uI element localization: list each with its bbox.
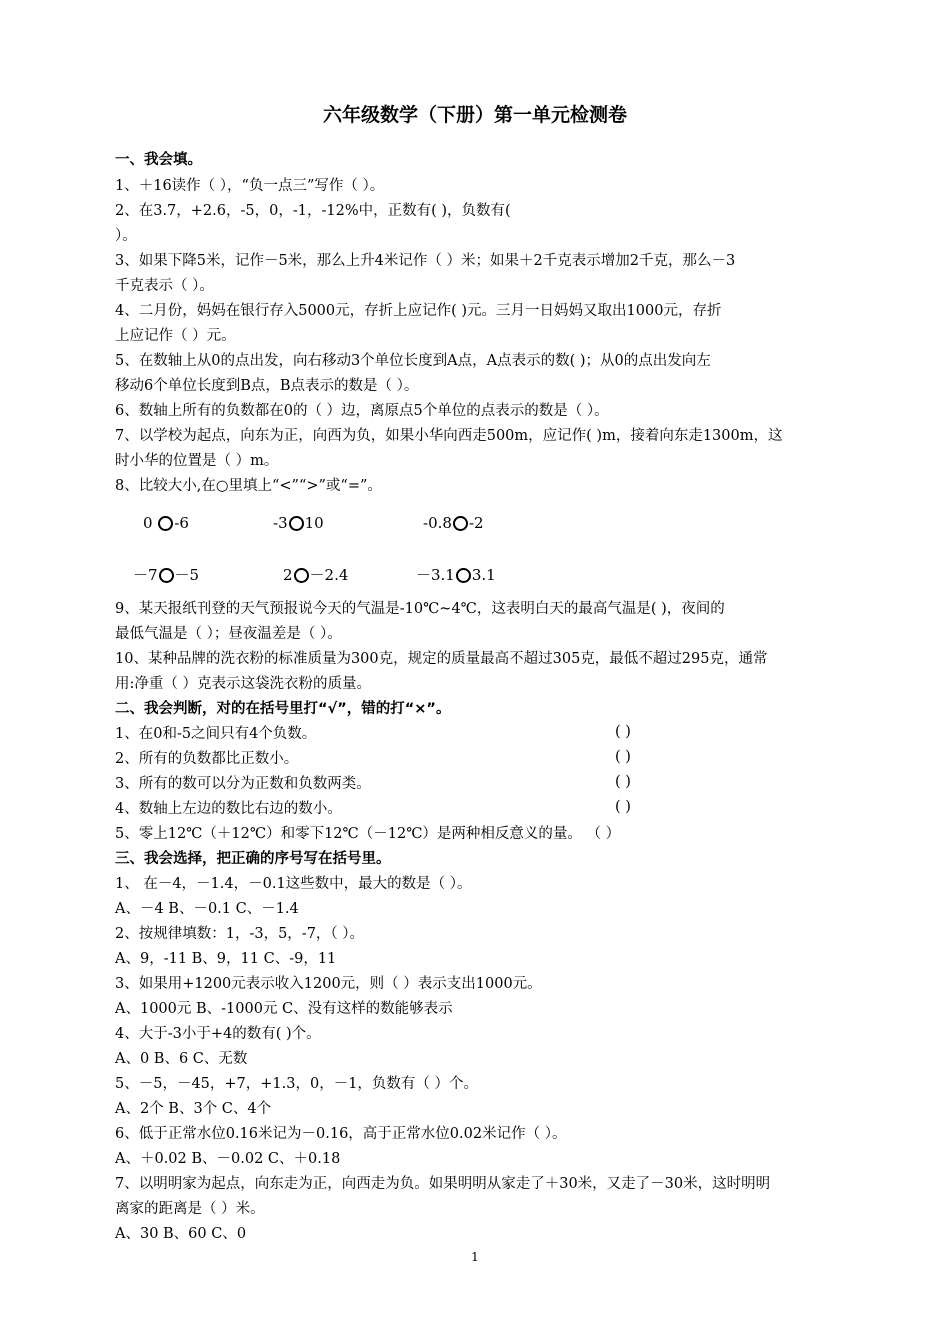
answer-paren[interactable]: ( ) (615, 749, 631, 765)
question-line: 5、在数轴上从0的点出发，向右移动3个单位长度到A点，A点表示的数( )；从0的点出发向左 (115, 353, 711, 369)
answer-paren[interactable]: ( ) (615, 724, 631, 740)
compare-item: －7 －5 (133, 566, 200, 584)
question-line: 8、比较大小,在○里填上“<”“>”或“=”。 (115, 478, 382, 494)
choice-options: A、－4 B、－0.1 C、－1.4 (115, 901, 299, 917)
question-line: 10、某种品牌的洗衣粉的标准质量为300克，规定的质量最高不超过305克，最低不超过295克，通常 (115, 651, 768, 667)
choice-question: 7、以明明家为起点，向东走为正，向西走为负。如果明明从家走了＋30米，又走了－30米，这时明明 (115, 1176, 771, 1192)
question-line: 3、如果下降5米，记作－5米，那么上升4米记作（ ）米；如果＋2千克表示增加2千克，那么－3 (115, 253, 736, 269)
choice-question: 6、低于正常水位0.16米记为－0.16，高于正常水位0.02米记作（ ）。 (115, 1126, 567, 1142)
choice-question: 1、 在－4，－1.4，－0.1这些数中，最大的数是（ ）。 (115, 876, 472, 892)
choice-options: A、＋0.02 B、－0.02 C、＋0.18 (115, 1151, 341, 1167)
compare-item: 0 -6 (143, 514, 189, 532)
question-line: 1、＋16读作（ ），“负一点三”写作（ ）。 (115, 178, 385, 194)
section-heading-fill: 一、我会填。 (115, 152, 202, 168)
choice-options: A、30 B、60 C、0 (115, 1226, 247, 1242)
choice-options: A、2个 B、3个 C、4个 (115, 1101, 272, 1117)
judge-item: 3、所有的数可以分为正数和负数两类。 (115, 776, 371, 792)
question-line: 9、某天报纸刊登的天气预报说今天的气温是-10℃~4℃，这表明白天的最高气温是( )，夜间的 (115, 601, 725, 617)
choice-question: 离家的距离是（ ）米。 (115, 1201, 265, 1217)
section-heading-choice: 三、我会选择，把正确的序号写在括号里。 (115, 851, 391, 867)
choice-question: 2、按规律填数：1，-3，5，-7，（ ）。 (115, 926, 365, 942)
section-heading-judge: 二、我会判断，对的在括号里打“√”，错的打“×”。 (115, 701, 451, 717)
choice-options: A、9，-11 B、9，11 C、-9，11 (115, 951, 337, 967)
compare-circle[interactable] (456, 568, 471, 583)
compare-item: -3 10 (273, 514, 324, 532)
compare-item: -0.8 -2 (423, 514, 484, 532)
answer-paren[interactable]: ( ) (615, 799, 631, 815)
question-line: 移动6个单位长度到B点，B点表示的数是（ ）。 (115, 378, 419, 394)
compare-item: 2 －2.4 (283, 566, 349, 584)
question-line: 4、二月份，妈妈在银行存入5000元，存折上应记作( )元。三月一日妈妈又取出1000元，存折 (115, 303, 722, 319)
compare-circle[interactable] (158, 516, 173, 531)
question-line: 最低气温是（ ）；昼夜温差是（ ）。 (115, 626, 342, 642)
judge-item: 4、数轴上左边的数比右边的数小。 (115, 801, 342, 817)
compare-item: －3.1 3.1 (416, 566, 496, 584)
question-line: 2、在3.7，+2.6，-5，0，-1，-12%中，正数有( )，负数有( (115, 203, 511, 219)
judge-item: 2、所有的负数都比正数小。 (115, 751, 299, 767)
choice-options: A、1000元 B、-1000元 C、没有这样的数能够表示 (115, 1001, 453, 1017)
choice-question: 4、大于-3小于+4的数有( )个。 (115, 1026, 321, 1042)
judge-item: 1、在0和-5之间只有4个负数。 (115, 726, 317, 742)
compare-circle[interactable] (453, 516, 468, 531)
compare-circle[interactable] (159, 568, 174, 583)
question-line: 时小华的位置是（ ）m。 (115, 453, 279, 469)
page-title: 六年级数学（下册）第一单元检测卷 (322, 104, 627, 126)
question-line: 用:净重（ ）克表示这袋洗衣粉的质量。 (115, 676, 371, 692)
choice-question: 5、－5，－45，+7，+1.3，0，－1，负数有（ ）个。 (115, 1076, 479, 1092)
question-line: ）。 (115, 228, 137, 244)
compare-circle[interactable] (289, 516, 304, 531)
choice-question: 3、如果用+1200元表示收入1200元，则（ ）表示支出1000元。 (115, 976, 542, 992)
choice-options: A、0 B、6 C、无数 (115, 1051, 248, 1067)
judge-item: 5、零上12℃（＋12℃）和零下12℃（－12℃）是两种相反意义的量。 （ ） (115, 826, 621, 842)
question-line: 千克表示（ ）。 (115, 278, 214, 294)
answer-paren[interactable]: ( ) (615, 774, 631, 790)
page-number: 1 (471, 1250, 479, 1264)
question-line: 7、以学校为起点，向东为正，向西为负，如果小华向西走500m，应记作( )m，接着向东走1300m，这 (115, 428, 783, 444)
question-line: 6、数轴上所有的负数都在0的（ ）边，离原点5个单位的点表示的数是（ ）。 (115, 403, 609, 419)
question-line: 上应记作（ ）元。 (115, 328, 236, 344)
compare-circle[interactable] (294, 568, 309, 583)
